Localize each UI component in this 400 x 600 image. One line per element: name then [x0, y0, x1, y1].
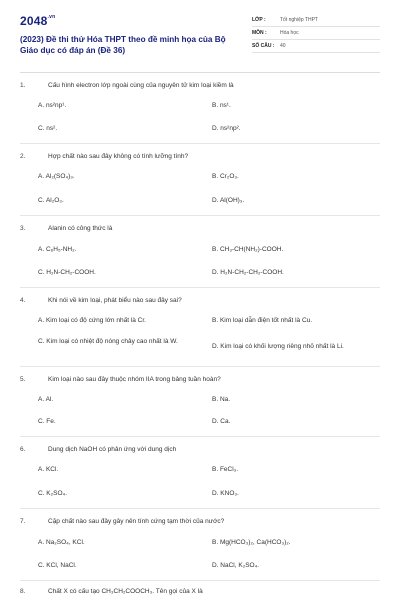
document-header [20, 14, 380, 62]
question-stem: Alanin có công thức là [48, 225, 113, 232]
question-divider [20, 366, 380, 367]
question-stem: Kim loại nào sau đây thuộc nhóm IIA trong bảng tuần hoàn? [48, 376, 221, 383]
option-b[interactable]: B. FeCl₃. [212, 466, 239, 473]
option-a[interactable]: A. Al. [38, 396, 54, 403]
meta-value: Hóa học [280, 30, 299, 36]
question-number: 8. [20, 588, 26, 595]
option-d[interactable]: D. H₂N-CH₂-CH₂-COOH. [212, 269, 284, 276]
option-d[interactable]: D. Al(OH)₃. [212, 197, 245, 204]
meta-label: MÔN : [252, 30, 267, 36]
exam-meta [252, 14, 380, 53]
question-divider [20, 287, 380, 288]
question-stem: Cặp chất nào sau đây gây nên tính cứng tạm thời của nước? [48, 518, 225, 525]
logo-tld: .vn [47, 14, 56, 20]
meta-row-class [252, 14, 380, 27]
option-b[interactable]: B. Kim loại dẫn điện tốt nhất là Cu. [212, 317, 313, 324]
meta-value: Tốt nghiệp THPT [280, 17, 318, 23]
option-c[interactable]: C. Al₂O₃. [38, 197, 64, 204]
option-a[interactable]: A. Al₂(SO₄)₃. [38, 173, 75, 180]
question-number: 7. [20, 518, 26, 525]
option-a[interactable]: A. C₆H₅-NH₂. [38, 246, 77, 253]
option-a[interactable]: A. Na₂SO₄, KCl. [38, 539, 85, 546]
logo-text: 2048 [20, 14, 48, 28]
option-d[interactable]: D. KNO₃. [212, 490, 239, 497]
option-d[interactable]: D. Kim loại có khối lượng riêng nhỏ nhất là Li. [212, 343, 344, 350]
question-divider [20, 508, 380, 509]
option-a[interactable]: A. ns²np¹. [38, 102, 67, 109]
question-number: 5. [20, 376, 26, 383]
meta-value: 40 [280, 43, 286, 49]
question-divider [20, 215, 380, 216]
option-b[interactable]: B. Mg(HCO₃)₂, Ca(HCO₃)₂. [212, 539, 291, 546]
meta-label: SỐ CÂU : [252, 43, 275, 49]
question-number: 1. [20, 82, 26, 89]
option-b[interactable]: B. Na. [212, 396, 231, 403]
option-b[interactable]: B. ns¹. [212, 102, 231, 109]
option-b[interactable]: B. CH₃-CH(NH₂)-COOH. [212, 246, 284, 253]
question-stem: Hợp chất nào sau đây không có tính lưỡng tính? [48, 153, 189, 160]
question-number: 6. [20, 446, 26, 453]
option-d[interactable]: D. ns²np². [212, 125, 241, 132]
option-c[interactable]: C. H₂N-CH₂-COOH. [38, 269, 96, 276]
question-divider [20, 143, 380, 144]
question-stem: Khi nói về kim loại, phát biểu nào sau đây sai? [48, 297, 182, 304]
question-number: 3. [20, 225, 26, 232]
question-number: 4. [20, 297, 26, 304]
option-d[interactable]: D. NaCl, K₂SO₄. [212, 562, 260, 569]
question-divider [20, 436, 380, 437]
question-stem: Dung dịch NaOH có phản ứng với dung dịch [48, 446, 177, 453]
option-c[interactable]: C. K₂SO₄. [38, 490, 68, 497]
option-c[interactable]: C. Fe. [38, 418, 56, 425]
meta-row-subject [252, 27, 380, 40]
option-c[interactable]: C. Kim loại có nhiệt độ nóng chảy cao nhất là W. [38, 338, 178, 345]
option-a[interactable]: A. KCl. [38, 466, 59, 473]
question-stem: Chất X có cấu tạo CH₃CH₂COOCH₃. Tên gọi của X là [48, 588, 203, 595]
option-d[interactable]: D. Ca. [212, 418, 231, 425]
option-b[interactable]: B. Cr₂O₃. [212, 173, 239, 180]
header-divider [20, 72, 380, 73]
option-a[interactable]: A. Kim loại có độ cứng lớn nhất là Cr. [38, 317, 146, 324]
exam-title: (2023) Đề thi thử Hóa THPT theo đề minh họa của Bộ Giáo dục có đáp án (Đề 36) [20, 35, 226, 55]
meta-label: LỚP : [252, 17, 266, 23]
question-number: 2. [20, 153, 26, 160]
question-stem: Cấu hình electron lớp ngoài cùng của nguyên tử kim loại kiềm là [48, 82, 234, 89]
option-c[interactable]: C. KCl, NaCl. [38, 562, 77, 569]
question-divider [20, 580, 380, 581]
option-c[interactable]: C. ns². [38, 125, 58, 132]
meta-row-count [252, 40, 380, 53]
